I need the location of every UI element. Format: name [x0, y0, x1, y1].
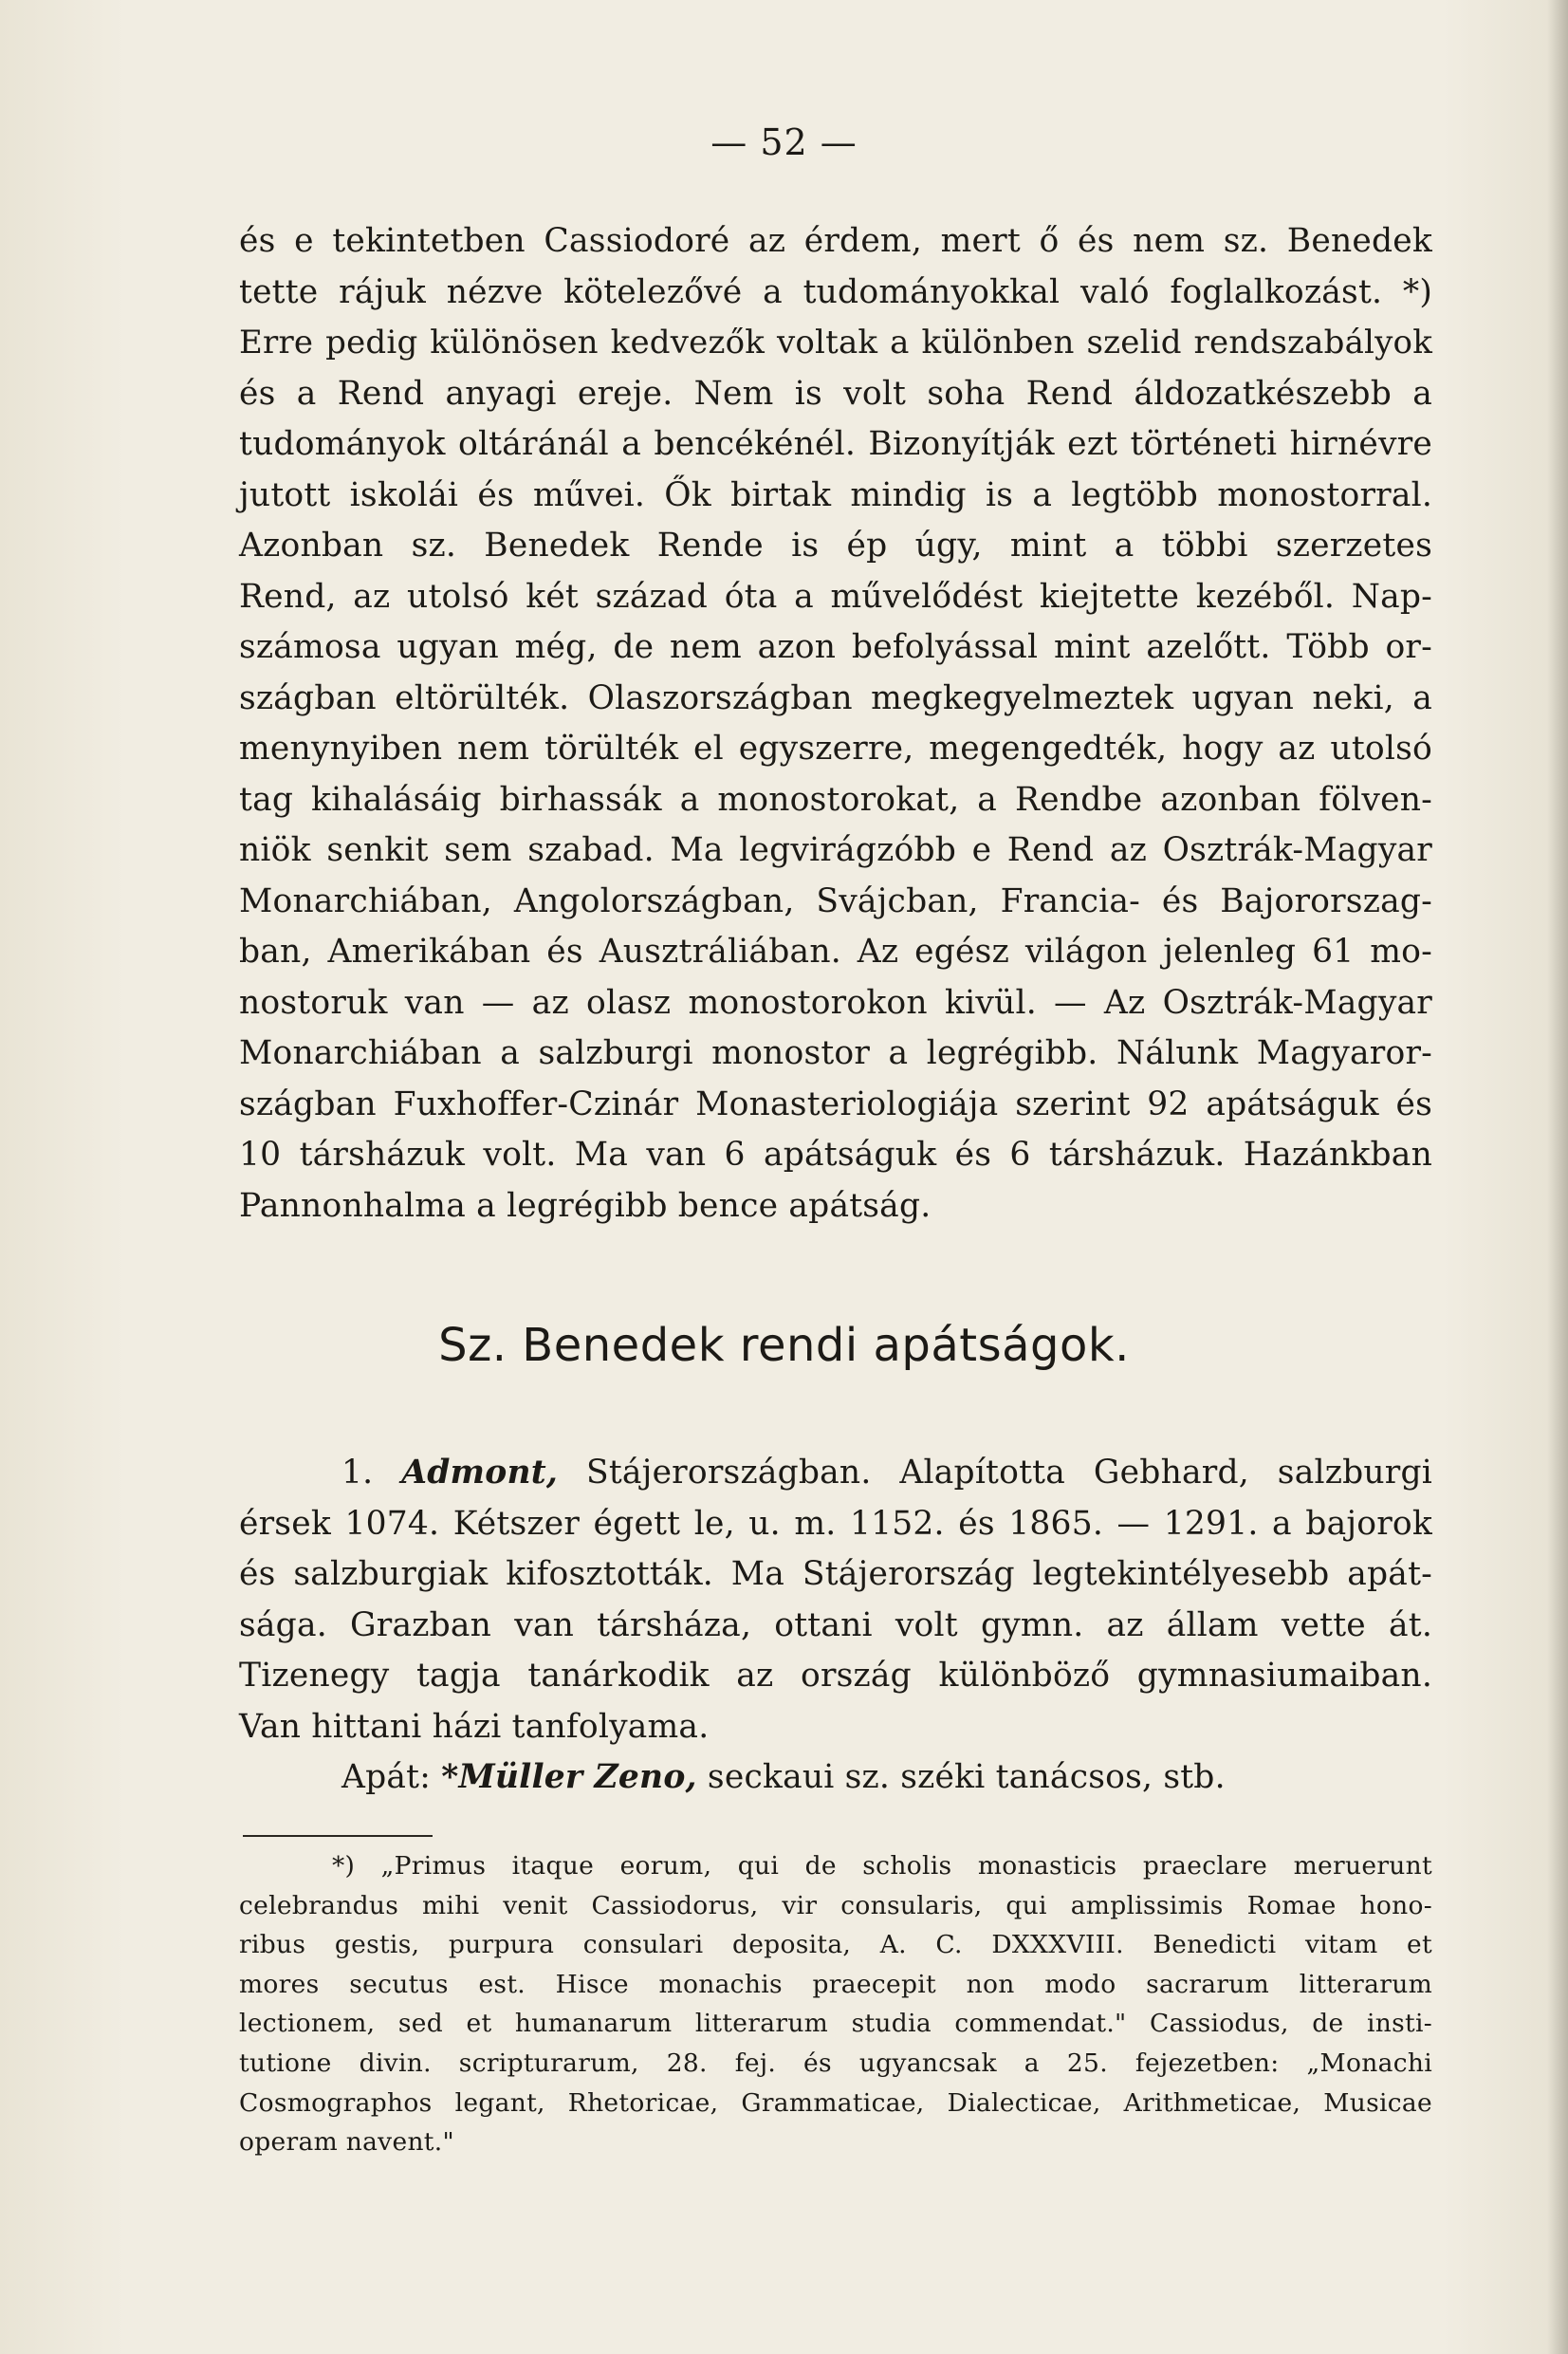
- footnote: [239, 1846, 1432, 2162]
- text-line: és a Rend anyagi ereje. Nem is volt soha Rend áldozatkészebb a: [239, 374, 1432, 413]
- footnote-line: operam navent.": [239, 2127, 454, 2158]
- text-line: nostoruk van — az olasz monostorokon kivül. — Az Osztrák-Magyar: [239, 983, 1432, 1022]
- abbot-rest: seckaui sz. széki tanácsos, stb.: [696, 1758, 1226, 1796]
- abbey-entry: [239, 1448, 1432, 1804]
- footnote-rule: [243, 1835, 433, 1837]
- footnote-line: ribus gestis, purpura consulari deposita, A. C. DXXXVIII. Benedicti vitam et: [239, 1930, 1432, 1960]
- abbot-line: [239, 1752, 1432, 1804]
- entry-first-line: [239, 1448, 1432, 1499]
- footnote-line: mores secutus est. Hisce monachis praecepit non modo sacrarum litterarum: [239, 1969, 1432, 1999]
- section-heading: Sz. Benedek rendi apátságok.: [438, 1319, 1130, 1372]
- page-number: — 52 —: [710, 121, 858, 163]
- text-line: és salzburgiak kifosztották. Ma Stájerország legtekintélyesebb apát-: [239, 1555, 1432, 1593]
- text-line: szágban Fuxhoffer-Czinár Monasteriologiája szerint 92 apátságuk és: [239, 1084, 1432, 1123]
- text-line: tette rájuk nézve kötelezővé a tudományokkal való foglalkozást. *): [239, 272, 1432, 311]
- footnote-line: Cosmographos legant, Rhetoricae, Grammaticae, Dialecticae, Arithmeticae, Musicae: [239, 2087, 1432, 2118]
- text-line: és e tekintetben Cassiodoré az érdem, mert ő és nem sz. Benedek: [239, 222, 1432, 260]
- text-line: számosa ugyan még, de nem azon befolyással mint azelőtt. Több or-: [239, 628, 1432, 666]
- main-paragraph: [239, 216, 1432, 1232]
- text-line: sága. Grazban van társháza, ottani volt gymn. az állam vette át.: [239, 1605, 1432, 1644]
- text-line: ban, Amerikában és Ausztráliában. Az egész világon jelenleg 61 mo-: [239, 933, 1432, 971]
- text-line: 10 társházuk volt. Ma van 6 apátságuk és 6 társházuk. Hazánkban: [239, 1136, 1432, 1174]
- footnote-line: tutione divin. scripturarum, 28. fej. és ugyancsak a 25. fejezetben: „Monachi: [239, 2048, 1432, 2078]
- text-line: Erre pedig különösen kedvezők voltak a különben szelid rendszabályok: [239, 324, 1432, 361]
- entry-name: Admont,: [401, 1454, 559, 1492]
- entry-number: 1.: [341, 1454, 374, 1492]
- text-line: menynyiben nem törülték el egyszerre, megengedték, hogy az utolsó: [239, 730, 1432, 768]
- text-line: szágban eltörülték. Olaszországban megkegyelmeztek ugyan neki, a: [239, 678, 1432, 717]
- text-line: Van hittani házi tanfolyama.: [239, 1707, 710, 1746]
- text-line: Monarchiában a salzburgi monostor a legrégibb. Nálunk Magyaror-: [239, 1034, 1432, 1072]
- text-line: jutott iskolái és művei. Ők birtak mindig is a legtöbb monostorral.: [239, 475, 1432, 514]
- text-line: Azonban sz. Benedek Rende is ép úgy, mint a többi szerzetes: [239, 527, 1432, 565]
- text-line: tudományok oltáránál a bencékénél. Bizonyítják ezt történeti hirnévre: [239, 425, 1432, 463]
- text-line: Monarchiában, Angolországban, Svájcban, Francia- és Bajororszag-: [239, 881, 1432, 920]
- entry-first-line-rest: Stájerországban. Alapította Gebhard, salzburgi: [558, 1454, 1433, 1492]
- footnote-line: *) „Primus itaque eorum, qui de scholis monasticis praeclare meruerunt: [332, 1851, 1432, 1881]
- page-edge-shadow: [1547, 0, 1568, 2354]
- text-line: Pannonhalma a legrégibb bence apátság.: [239, 1186, 932, 1225]
- abbot-name: *Müller Zeno,: [441, 1758, 697, 1796]
- text-line: Rend, az utolsó két század óta a művelődést kiejtette kezéből. Nap-: [239, 577, 1432, 616]
- text-line: érsek 1074. Kétszer égett le, u. m. 1152. és 1865. — 1291. a bajorok: [239, 1504, 1432, 1543]
- abbot-label: Apát:: [341, 1758, 442, 1796]
- text-line: Tizenegy tagja tanárkodik az ország különböző gymnasiumaiban.: [239, 1657, 1432, 1695]
- text-line: tag kihalásáig birhassák a monostorokat, a Rendbe azonban fölven-: [239, 780, 1432, 819]
- footnote-line: celebrandus mihi venit Cassiodorus, vir consularis, qui amplissimis Romae hono-: [239, 1890, 1432, 1920]
- footnote-line: lectionem, sed et humanarum litterarum studia commendat." Cassiodus, de insti-: [239, 2009, 1432, 2039]
- text-line: niök senkit sem szabad. Ma legvirágzóbb e Rend az Osztrák-Magyar: [239, 831, 1432, 869]
